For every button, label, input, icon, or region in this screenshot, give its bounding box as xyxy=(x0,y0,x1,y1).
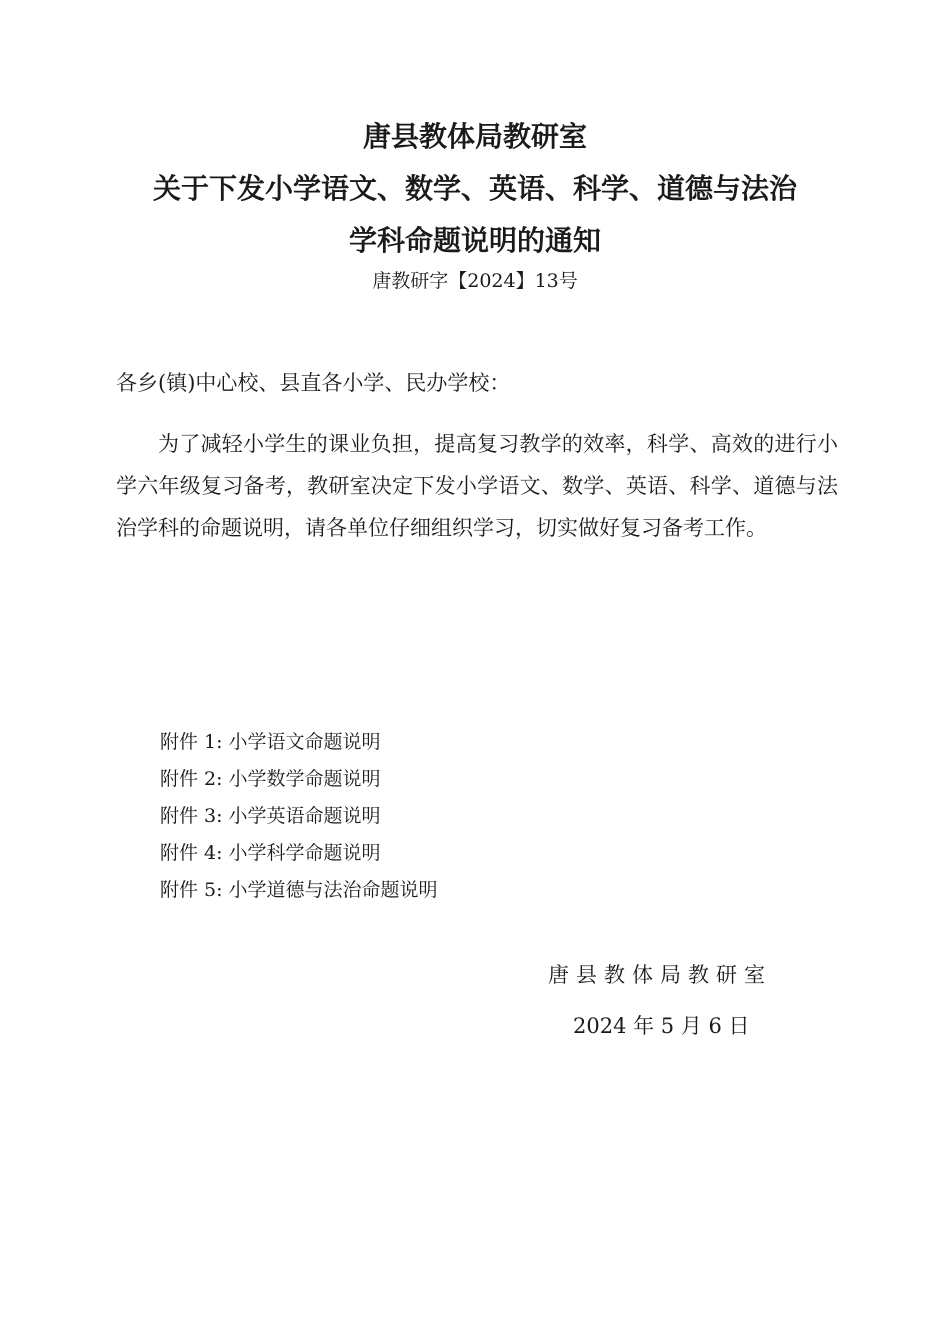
addressee: 各乡(镇)中心校、县直各小学、民办学校： xyxy=(116,371,511,395)
attachment-name: 小学英语命题说明 xyxy=(228,805,381,827)
attachment-label: 附件 4: xyxy=(160,842,223,864)
attachment-item xyxy=(160,761,438,798)
attachment-item xyxy=(160,872,438,909)
attachment-name: 小学数学命题说明 xyxy=(228,768,381,790)
attachment-name: 小学道德与法治命题说明 xyxy=(228,879,438,901)
issue-date: 2024 年 5 月 6 日 xyxy=(573,1014,750,1038)
attachment-label: 附件 5: xyxy=(160,879,223,901)
title-line-3: 学科命题说明的通知 xyxy=(348,224,601,257)
attachment-name: 小学语文命题说明 xyxy=(228,731,381,753)
title-line-1: 唐县教体局教研室 xyxy=(362,120,587,153)
attachment-item xyxy=(160,798,438,835)
attachment-item xyxy=(160,724,438,761)
issuer-signature: 唐县教体局教研室 xyxy=(548,963,772,987)
document-number: 唐教研字【2024】13号 xyxy=(372,270,578,292)
attachment-label: 附件 2: xyxy=(160,768,223,790)
body-paragraph: 为了减轻小学生的课业负担，提高复习教学的效率，科学、高效的进行小学六年级复习备考，教研室决定下发小学语文、数学、英语、科学、道德与法治学科的命题说明，请各单位仔细组织学习，切实做好复习备考工作。 xyxy=(116,432,838,540)
attachment-name: 小学科学命题说明 xyxy=(228,842,381,864)
title-line-2: 关于下发小学语文、数学、英语、科学、道德与法治 xyxy=(152,172,797,205)
attachment-label: 附件 3: xyxy=(160,805,223,827)
attachment-list xyxy=(160,724,438,909)
attachment-item xyxy=(160,835,438,872)
attachment-label: 附件 1: xyxy=(160,731,223,753)
